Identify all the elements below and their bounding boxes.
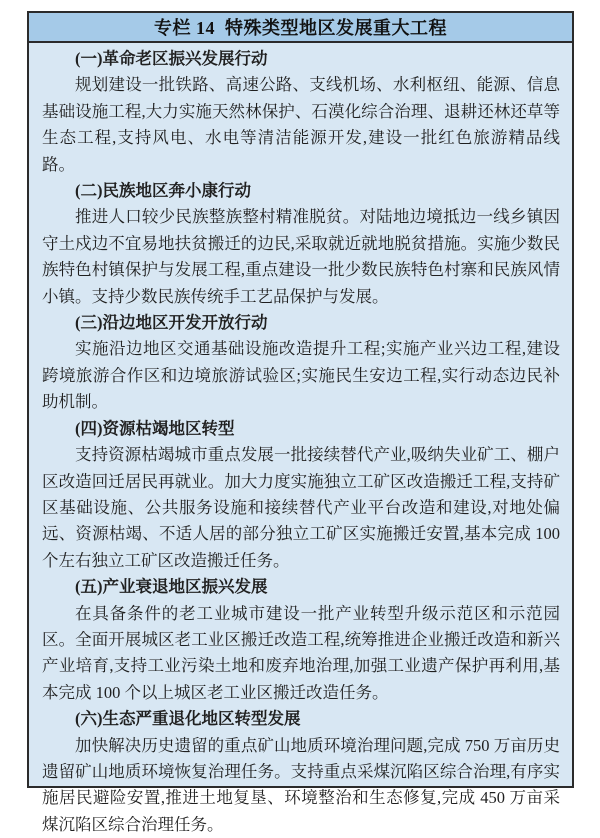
section-heading: (一)革命老区振兴发展行动: [75, 49, 268, 68]
section-heading: (六)生态严重退化地区转型发展: [75, 709, 301, 729]
section-text: 规划建设一批铁路、高速公路、支线机场、水利枢纽、能源、信息基础设施工程,大力实施天然林保护、石漠化综合治理、退耕还林还草等生态工程,支持风电、水电等清洁能源开发,建设一批红色旅游精品线路。: [42, 75, 560, 174]
section-text: 支持资源枯竭城市重点发展一批接续替代产业,吸纳失业矿工、棚户区改造回迁居民再就业。加大力度实施独立工矿区改造搬迁工程,支持矿区基础设施、公共服务设施和接续替代产业平台改造和建设,对地处偏远、资源枯竭、不适人居的部分独立工矿区实施搬迁安置,基本完成 100 个左右独立工矿区改造搬迁任务。: [42, 445, 560, 570]
box-body: [29, 43, 572, 838]
section-text: 在具备条件的老工业城市建设一批产业转型升级示范区和示范园区。全面开展城区老工业区搬迁改造工程,统筹推进企业搬迁改造和新兴产业培育,支持工业污染土地和废弃地治理,加强工业遗产保护再利用,基本完成 100 个以上城区老工业区搬迁改造任务。: [42, 603, 560, 702]
section-revolutionary-areas: [42, 46, 560, 178]
section-ecological-degradation-areas: [42, 706, 560, 838]
section-border-areas: [42, 310, 560, 416]
box-header: [29, 13, 572, 43]
section-ethnic-areas: [42, 178, 560, 310]
box-title: 专栏 14 特殊类型地区发展重大工程: [154, 18, 447, 38]
section-resource-depleted-areas: [42, 416, 560, 574]
section-heading: (二)民族地区奔小康行动: [75, 181, 251, 201]
section-industrial-decline-areas: [42, 574, 560, 706]
section-text: 实施沿边地区交通基础设施改造提升工程;实施产业兴边工程,建设跨境旅游合作区和边境旅游试验区;实施民生安边工程,实行动态边民补助机制。: [42, 339, 560, 412]
section-heading: (三)沿边地区开发开放行动: [75, 313, 268, 333]
section-heading: (五)产业衰退地区振兴发展: [75, 577, 268, 597]
section-text: 加快解决历史遗留的重点矿山地质环境治理问题,完成 750 万亩历史遗留矿山地质环境恢复治理任务。支持重点采煤沉陷区综合治理,有序实施居民避险安置,推进土地复垦、环境整治和生态修复,完成 450 万亩采煤沉陷区综合治理任务。: [42, 735, 560, 834]
section-heading: (四)资源枯竭地区转型: [75, 418, 235, 438]
section-text: 推进人口较少民族整族整村精准脱贫。对陆地边境抵边一线乡镇因守土戍边不宜易地扶贫搬迁的边民,采取就近就地脱贫措施。实施少数民族特色村镇保护与发展工程,重点建设一批少数民族特色村寨和民族风情小镇。支持少数民族传统手工艺品保护与发展。: [42, 207, 560, 306]
special-regions-box: [27, 11, 574, 834]
